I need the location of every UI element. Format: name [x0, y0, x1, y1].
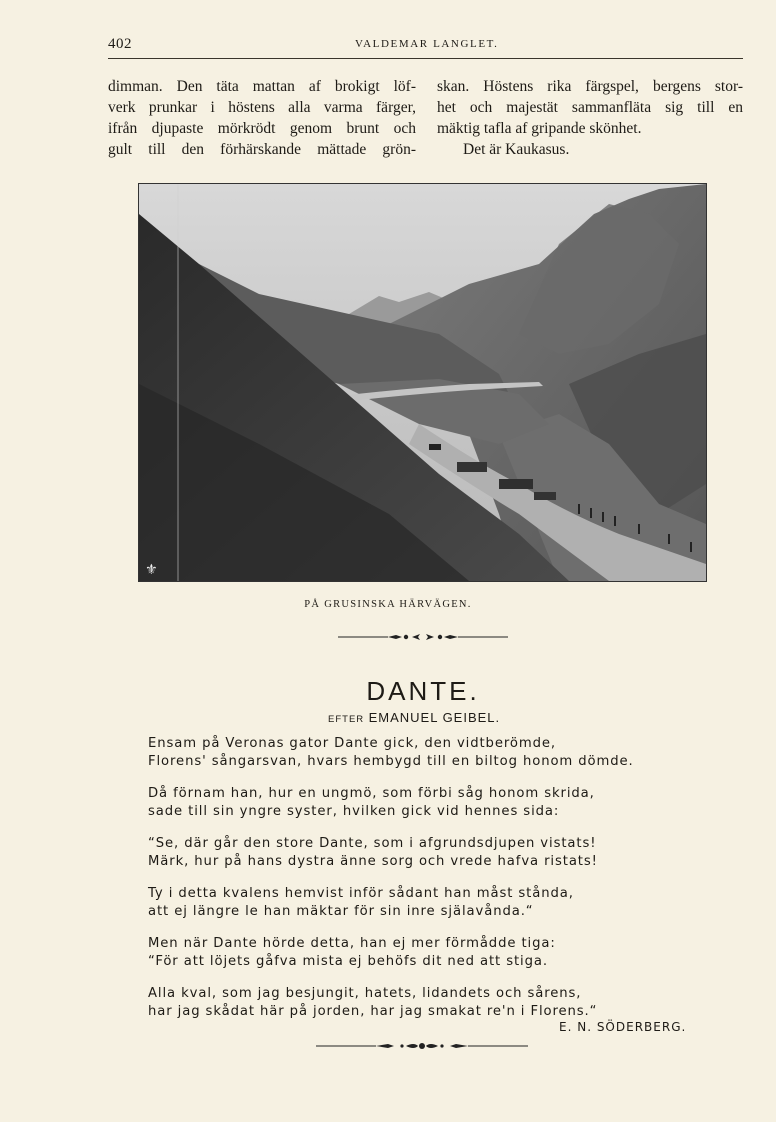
prose-line: het och majestät sammanfläta sig till en: [437, 99, 743, 116]
translator-signature: E. N. SÖDERBERG.: [559, 1020, 687, 1034]
verse-line: Florens' sångarsvan, hvars hembygd till en biltog honom dömde.: [148, 754, 634, 769]
stanza: [148, 785, 668, 821]
prose-line: mäktig tafla af gripande skönhet.: [437, 120, 642, 137]
verse-line: Men när Dante hörde detta, han ej mer förmådde tiga:: [148, 936, 556, 951]
verse-line: Alla kval, som jag besjungit, hatets, lidandets och sårens,: [148, 986, 582, 1001]
verse-line: Märk, hur på hans dystra änne sorg och vrede hafva ristats!: [148, 854, 598, 869]
prose-line: dimman. Den täta mattan af brokigt löf-: [108, 78, 416, 95]
verse-line: “För att löjets gåfva mista ej behöfs dit ned att stiga.: [148, 954, 548, 969]
prose-line: gult till den förhärskande mättade grön-: [108, 141, 416, 158]
stanza: [148, 835, 668, 871]
verse-line: att ej längre le han mäktar för sin inre själavånda.“: [148, 904, 534, 919]
subtitle-author: EMANUEL GEIBEL.: [368, 710, 501, 725]
verse-line: sade till sin yngre syster, hvilken gick vid hennes sida:: [148, 804, 560, 819]
stanza: [148, 885, 668, 921]
stanza: [148, 985, 668, 1021]
svg-text:⚜: ⚜: [145, 562, 158, 578]
stanza: [148, 935, 668, 971]
verse-line: “Se, där går den store Dante, som i afgrundsdjupen vistats!: [148, 836, 597, 851]
poem-body: [148, 735, 668, 1035]
prose-left-column: [108, 76, 416, 160]
verse-line: har jag skådat här på jorden, har jag smakat re'n i Florens.“: [148, 1004, 598, 1019]
prose-line: Det är Kaukasus.: [463, 141, 570, 158]
prose-line: skan. Höstens rika färgspel, bergens stor-: [437, 78, 743, 95]
prose-line: ifrån djupaste mörkrödt genom brunt och: [108, 120, 416, 137]
verse-line: Ty i detta kvalens hemvist inför sådant han måst stånda,: [148, 886, 574, 901]
mountain-valley-road-photo: [138, 183, 707, 582]
running-title: VALDEMAR LANGLET.: [355, 38, 499, 50]
page-number: 402: [108, 36, 132, 52]
poem-subtitle: [328, 709, 500, 727]
subtitle-prefix: EFTER: [328, 714, 365, 725]
verse-line: Då förnam han, hur en ungmö, som förbi såg honom skrida,: [148, 786, 595, 801]
stanza: [148, 735, 668, 771]
header-rule: [108, 58, 743, 59]
photo-caption: PÅ GRUSINSKA HÄRVÄGEN.: [304, 599, 472, 610]
verse-line: Ensam på Veronas gator Dante gick, den vidtberömde,: [148, 736, 556, 751]
prose-line: verk prunkar i höstens alla varma färger,: [108, 99, 416, 116]
ornament-divider: [316, 1041, 528, 1051]
poem-title: DANTE.: [366, 676, 480, 706]
ornament-divider: [338, 632, 508, 642]
prose-right-column: [437, 76, 743, 160]
